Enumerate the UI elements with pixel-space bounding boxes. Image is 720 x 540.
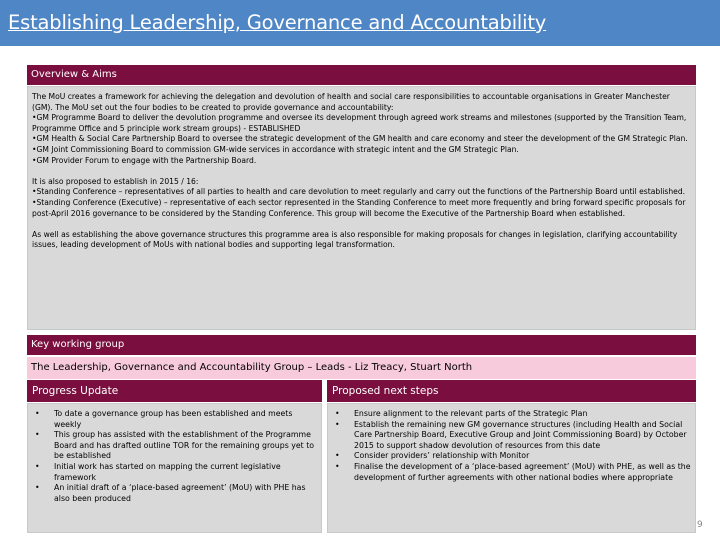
progress-update-list — [27, 403, 322, 533]
overview-bullet: •Standing Conference – representatives of all parties to health and care devolution to meet regularly and carry out the functions of the Partnership Board until established. — [32, 187, 686, 197]
list-item: • Finalise the development of a ‘place-based agreement’ (MoU) with PHE, as well as the development of further agreements with other national bodies where appropriate — [332, 462, 691, 483]
title-bar — [0, 0, 720, 46]
list-item: • Consider providers’ relationship with Monitor — [332, 451, 691, 462]
list-item: • An initial draft of a ‘place-based agreement’ (MoU) with PHE has also been produced — [32, 483, 317, 504]
working-group-leads: The Leadership, Governance and Accountability Group – Leads - Liz Treacy, Stuart North — [27, 357, 696, 379]
list-item: • Initial work has started on mapping the current legislative framework — [32, 462, 317, 483]
overview-section — [27, 65, 696, 85]
key-working-group-section — [27, 335, 696, 355]
next-steps-list — [327, 403, 696, 533]
overview-body — [27, 86, 696, 330]
list-item: • To date a governance group has been established and meets weekly — [32, 409, 317, 430]
next-steps-header: Proposed next steps — [327, 380, 696, 402]
list-item: • This group has assisted with the establishment of the Programme Board and has drafted outline TOR for the remaining groups yet to be established — [32, 430, 317, 462]
list-item: • Establish the remaining new GM governance structures (including Health and Social Care Partnership Board, Executive Group and Joint Commissioning Board) by October 2015 to support shadow devolution of resources from this date — [332, 420, 691, 452]
overview-paragraph: It is also proposed to establish in 2015 / 16: — [32, 176, 199, 186]
page-number: 9 — [697, 520, 703, 530]
overview-paragraph: As well as establishing the above governance structures this programme area is also responsible for making proposals for changes in legislation, clarifying accountability issues, leading development of MoUs with national bodies and supporting legal transformation. — [32, 229, 678, 250]
list-item: • Ensure alignment to the relevant parts of the Strategic Plan — [332, 409, 691, 420]
progress-update-header: Progress Update — [27, 380, 322, 402]
overview-bullet: •GM Provider Forum to engage with the Partnership Board. — [32, 155, 257, 165]
overview-bullet: •Standing Conference (Executive) – representative of each sector represented in the Standing Conference to meet more frequently and bring forward specific proposals for post-April 2016 governance to be considered by the Standing Conference. This group will become the Executive of the Partnership Board when established. — [32, 197, 686, 218]
key-working-group-header: Key working group — [27, 335, 696, 355]
overview-header: Overview & Aims — [27, 65, 696, 85]
overview-paragraph: The MoU creates a framework for achieving the delegation and devolution of health and social care responsibilities to accountable organisations in Greater Manchester (GM). The MoU set out the four bodies to be created to provide governance and accountability: — [32, 92, 670, 112]
overview-bullet: •GM Health & Social Care Partnership Board to oversee the strategic development of the GM health and care economy and steer the development of the GM Strategic Plan. — [32, 134, 688, 144]
overview-bullet: •GM Programme Board to deliver the devolution programme and oversee its development through agreed work streams and milestones (supported by the Transition Team, Programme Office and 5 principle work stream groups) - ESTABLISHED — [32, 113, 687, 133]
overview-bullet: •GM Joint Commissioning Board to commission GM-wide services in accordance with strategic intent and the GM Strategic Plan. — [32, 144, 519, 154]
slide-title: Establishing Leadership, Governance and Accountability — [8, 11, 547, 34]
